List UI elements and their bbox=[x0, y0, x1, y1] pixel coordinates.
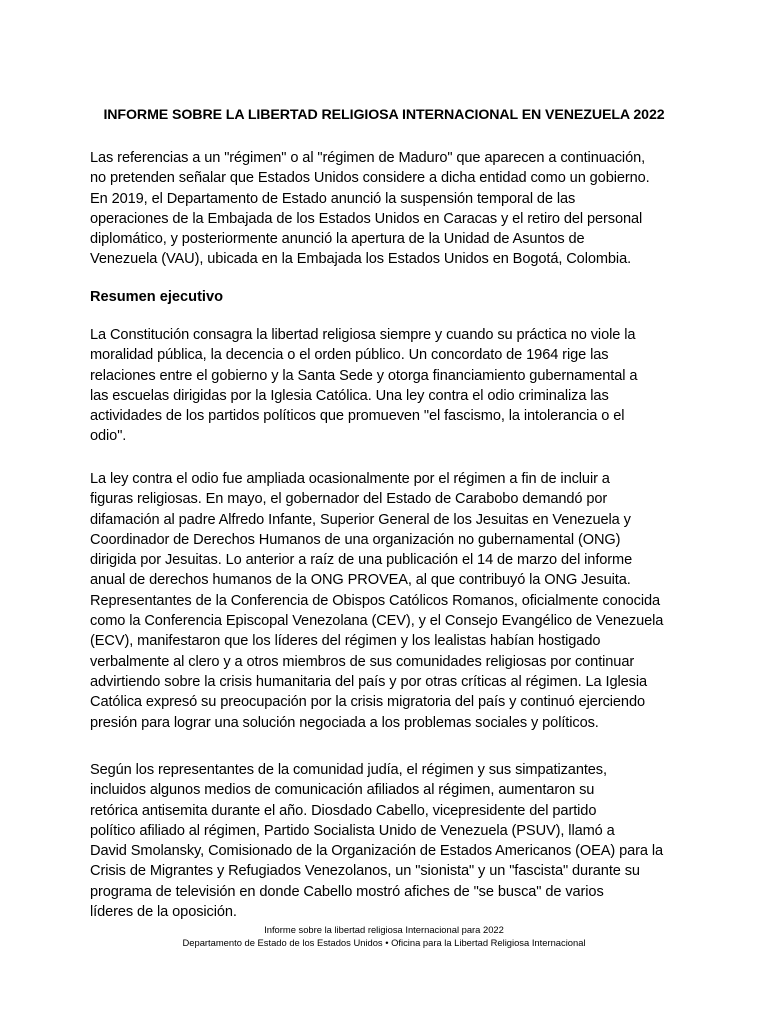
paragraph-line: verbalmente al clero y a otros miembros de sus comunidades religiosas por continuar bbox=[90, 653, 635, 670]
paragraph-line: relaciones entre el gobierno y la Santa Sede y otorga financiamiento gubernamental a bbox=[90, 367, 638, 384]
paragraph-line: Católica expresó su preocupación por la crisis migratoria del país y continuó ejerciendo bbox=[90, 694, 645, 711]
paragraph-line: moralidad pública, la decencia o el orden público. Un concordato de 1964 rige las bbox=[90, 347, 609, 364]
paragraph-line: retórica antisemita durante el año. Diosdado Cabello, vicepresidente del partido bbox=[90, 802, 597, 819]
paragraph-line: actividades de los partidos políticos que promueven "el fascismo, la intolerancia o el bbox=[90, 408, 625, 425]
paragraph-line: programa de televisión en donde Cabello mostró afiches de "se busca" de varios bbox=[90, 883, 604, 900]
paragraph-line: como la Conferencia Episcopal Venezolana (CEV), y el Consejo Evangélico de Venezuela bbox=[90, 613, 664, 630]
paragraph-line: las escuelas dirigidas por la Iglesia Católica. Una ley contra el odio criminaliza las bbox=[90, 387, 609, 404]
paragraph-line: difamación al padre Alfredo Infante, Superior General de los Jesuitas en Venezuela y bbox=[90, 511, 631, 528]
summary-paragraph-3 bbox=[90, 760, 690, 922]
paragraph-line: Coordinador de Derechos Humanos de una organización no gubernamental (ONG) bbox=[90, 531, 621, 548]
paragraph-line: Según los representantes de la comunidad judía, el régimen y sus simpatizantes, bbox=[90, 762, 607, 778]
paragraph-line: odio". bbox=[90, 428, 127, 445]
paragraph-line: presión para lograr una solución negociada a los problemas sociales y políticos. bbox=[90, 714, 599, 731]
summary-paragraph-1 bbox=[90, 325, 690, 447]
paragraph-line: (ECV), manifestaron que los líderes del régimen y los lealistas habían hostigado bbox=[90, 633, 601, 650]
paragraph-line: político afiliado al régimen, Partido Socialista Unido de Venezuela (PSUV), llamó a bbox=[90, 822, 615, 839]
paragraph-line: advirtiendo sobre la crisis humanitaria del país y por otras críticas al régimen. La Iglesia bbox=[90, 673, 647, 690]
paragraph-line: no pretenden señalar que Estados Unidos considere a dicha entidad como un gobierno. bbox=[90, 170, 650, 187]
summary-paragraph-2 bbox=[90, 469, 690, 733]
paragraph-line: La ley contra el odio fue ampliada ocasionalmente por el régimen a fin de incluir a bbox=[90, 471, 610, 487]
page-footer bbox=[0, 924, 768, 949]
paragraph-line: anual de derechos humanos de la ONG PROVEA, al que contribuyó la ONG Jesuita. bbox=[90, 572, 631, 589]
footer-line-report: Informe sobre la libertad religiosa Internacional para 2022 bbox=[264, 924, 504, 935]
paragraph-line: líderes de la oposición. bbox=[90, 904, 237, 921]
paragraph-line: Representantes de la Conferencia de Obispos Católicos Romanos, oficialmente conocida bbox=[90, 592, 660, 609]
intro-paragraph bbox=[90, 148, 690, 270]
paragraph-line: Crisis de Migrantes y Refugiados Venezolanos, un "sionista" y un "fascista" durante su bbox=[90, 863, 640, 880]
paragraph-line: incluidos algunos medios de comunicación afiliados al régimen, aumentaron su bbox=[90, 782, 595, 799]
paragraph-line: dirigida por Jesuitas. Lo anterior a raíz de una publicación el 14 de marzo del informe bbox=[90, 552, 633, 569]
paragraph-line: Venezuela (VAU), ubicada en la Embajada los Estados Unidos en Bogotá, Colombia. bbox=[90, 251, 632, 268]
paragraph-line: La Constitución consagra la libertad religiosa siempre y cuando su práctica no viole la bbox=[90, 327, 636, 343]
document-title: INFORME SOBRE LA LIBERTAD RELIGIOSA INTERNACIONAL EN VENEZUELA 2022 bbox=[103, 107, 665, 123]
paragraph-line: operaciones de la Embajada de los Estados Unidos en Caracas y el retiro del personal bbox=[90, 210, 643, 227]
paragraph-line: David Smolansky, Comisionado de la Organización de Estados Americanos (OEA) para la bbox=[90, 843, 664, 860]
paragraph-line: diplomático, y posteriormente anunció la apertura de la Unidad de Asuntos de bbox=[90, 231, 585, 248]
paragraph-line: Las referencias a un "régimen" o al "régimen de Maduro" que aparecen a continuación, bbox=[90, 150, 646, 166]
footer-line-department: Departamento de Estado de los Estados Unidos • Oficina para la Libertad Religiosa Internacional bbox=[182, 936, 586, 948]
paragraph-line: En 2019, el Departamento de Estado anunció la suspensión temporal de las bbox=[90, 190, 576, 207]
paragraph-line: figuras religiosas. En mayo, el gobernador del Estado de Carabobo demandó por bbox=[90, 491, 608, 508]
section-heading: Resumen ejecutivo bbox=[90, 289, 224, 305]
